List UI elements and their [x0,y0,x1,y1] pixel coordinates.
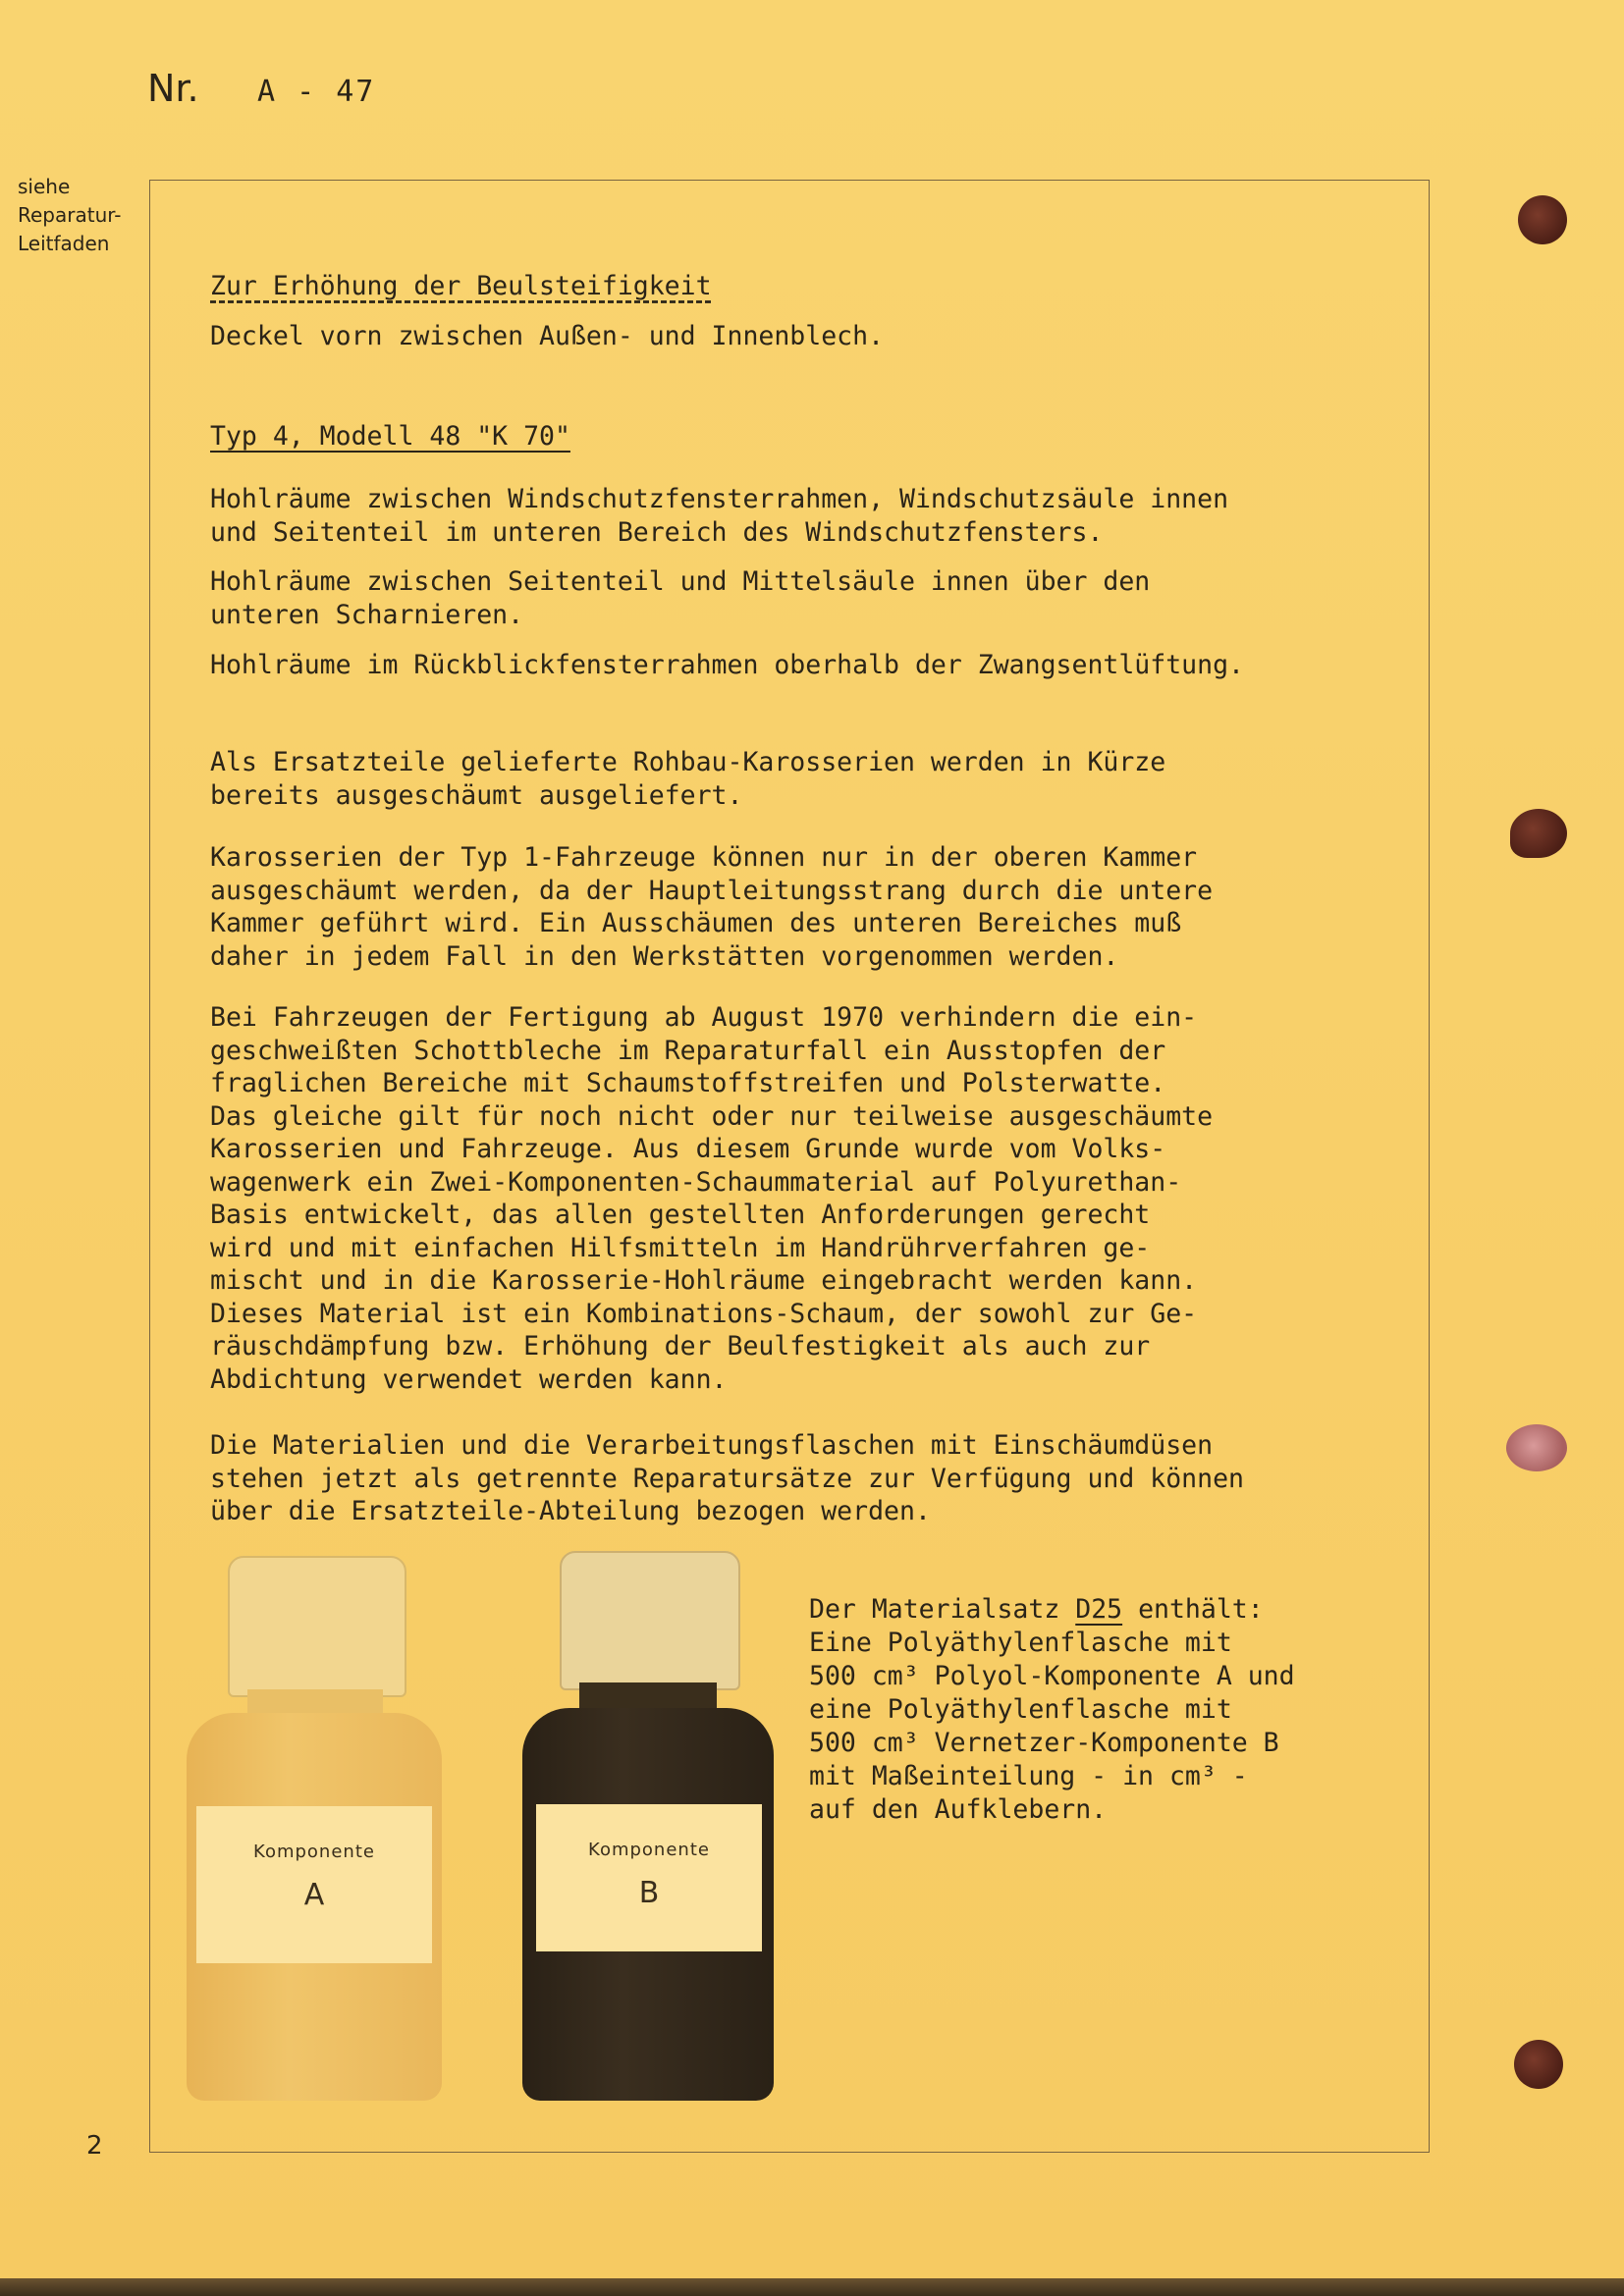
kit-line: 500 cm³ Polyol-Komponente A und [809,1661,1295,1691]
margin-note-line: siehe [18,175,71,198]
section-heading-beulsteifigkeit: Zur Erhöhung der Beulsteifigkeit [210,271,712,301]
punch-hole [1510,809,1567,858]
margin-note [18,173,135,258]
paragraph: Karosserien der Typ 1-Fahrzeuge können nur in der oberen Kammer ausgeschäumt werden, da der Hauptleitungsstrang durch die untere Kammer geführt wird. Ein Ausschäumen des unteren Bereiches muß daher in jedem Fall in den Werkstätten vorgenommen werden. [210,842,1214,972]
bottle-label [196,1806,432,1963]
punch-hole [1514,2040,1563,2089]
margin-note-line: Leitfaden [18,232,110,255]
bottle-cap [560,1551,740,1690]
kit-heading-suffix: enthält: [1122,1594,1264,1625]
bottle-letter: A [303,1878,325,1912]
bottle-component-a [187,1556,442,2101]
page-number: 2 [86,2131,103,2161]
kit-line: eine Polyäthylenflasche mit [809,1694,1232,1725]
section-text: Deckel vorn zwischen Außen- und Innenblech. [210,321,885,351]
kit-line: mit Maßeinteilung - in cm³ - [809,1761,1248,1791]
bottle-label-text: Komponente [253,1842,375,1862]
kit-line: auf den Aufklebern. [809,1794,1108,1825]
document-code: A - 47 [257,75,376,109]
kit-description-heading [809,1593,1264,1627]
bottle-label [536,1804,762,1951]
bottle-component-b [522,1551,778,2101]
scan-edge [0,2278,1624,2296]
section-heading-typ4: Typ 4, Modell 48 "K 70" [210,421,570,452]
bottle-cap [228,1556,406,1697]
bottle-label-text: Komponente [588,1840,710,1860]
kit-code: D25 [1075,1594,1123,1625]
kit-line: Eine Polyäthylenflasche mit [809,1628,1232,1658]
paragraph: Als Ersatzteile gelieferte Rohbau-Karosserien werden in Kürze bereits ausgeschäumt ausgeliefert. [210,747,1166,811]
paragraph: Die Materialien und die Verarbeitungsflaschen mit Einschäumdüsen stehen jetzt als getrennte Reparatursätze zur Verfügung und können über die Ersatzteile-Abteilung bezogen werden. [210,1430,1244,1526]
punch-hole [1518,195,1567,244]
bottle-letter: B [638,1876,660,1910]
punch-hole [1506,1424,1567,1471]
kit-line: 500 cm³ Vernetzer-Komponente B [809,1728,1279,1758]
paragraph: Hohlräume zwischen Seitenteil und Mittelsäule innen über den unteren Scharnieren. [210,566,1151,630]
paragraph: Hohlräume zwischen Windschutzfensterrahmen, Windschutzsäule innen und Seitenteil im unteren Bereich des Windschutzfensters. [210,484,1229,548]
paragraph: Hohlräume im Rückblickfensterrahmen oberhalb der Zwangsentlüftung. [210,650,1244,680]
margin-note-line: Reparatur- [18,203,122,227]
header-number-label: Nr. [147,67,199,110]
kit-heading-prefix: Der Materialsatz [809,1594,1076,1625]
paragraph: Bei Fahrzeugen der Fertigung ab August 1970 verhindern die ein- geschweißten Schottbleche im Reparaturfall ein Ausstopfen der fraglichen Bereiche mit Schaumstoffstreifen und Polsterwatte. Das gleiche gilt für noch nicht oder nur teilweise ausgeschäumte Karosserien und Fahrzeuge. Aus diesem Grunde wurde vom Volks- wagenwerk ein Zwei-Komponenten-Schaummaterial auf Polyurethan- Basis entwickelt, das allen gestellten Anforderungen gerecht wird und mit einfachen Hilfsmitteln im Handrührverfahren ge- mischt und in die Karosserie-Hohlräume eingebracht werden kann. Dieses Material ist ein Kombinations-Schaum, der sowohl zur Ge- räuschdämpfung bzw. Erhöhung der Beulfestigkeit als auch zur Abdichtung verwendet werden kann. [210,1002,1214,1395]
